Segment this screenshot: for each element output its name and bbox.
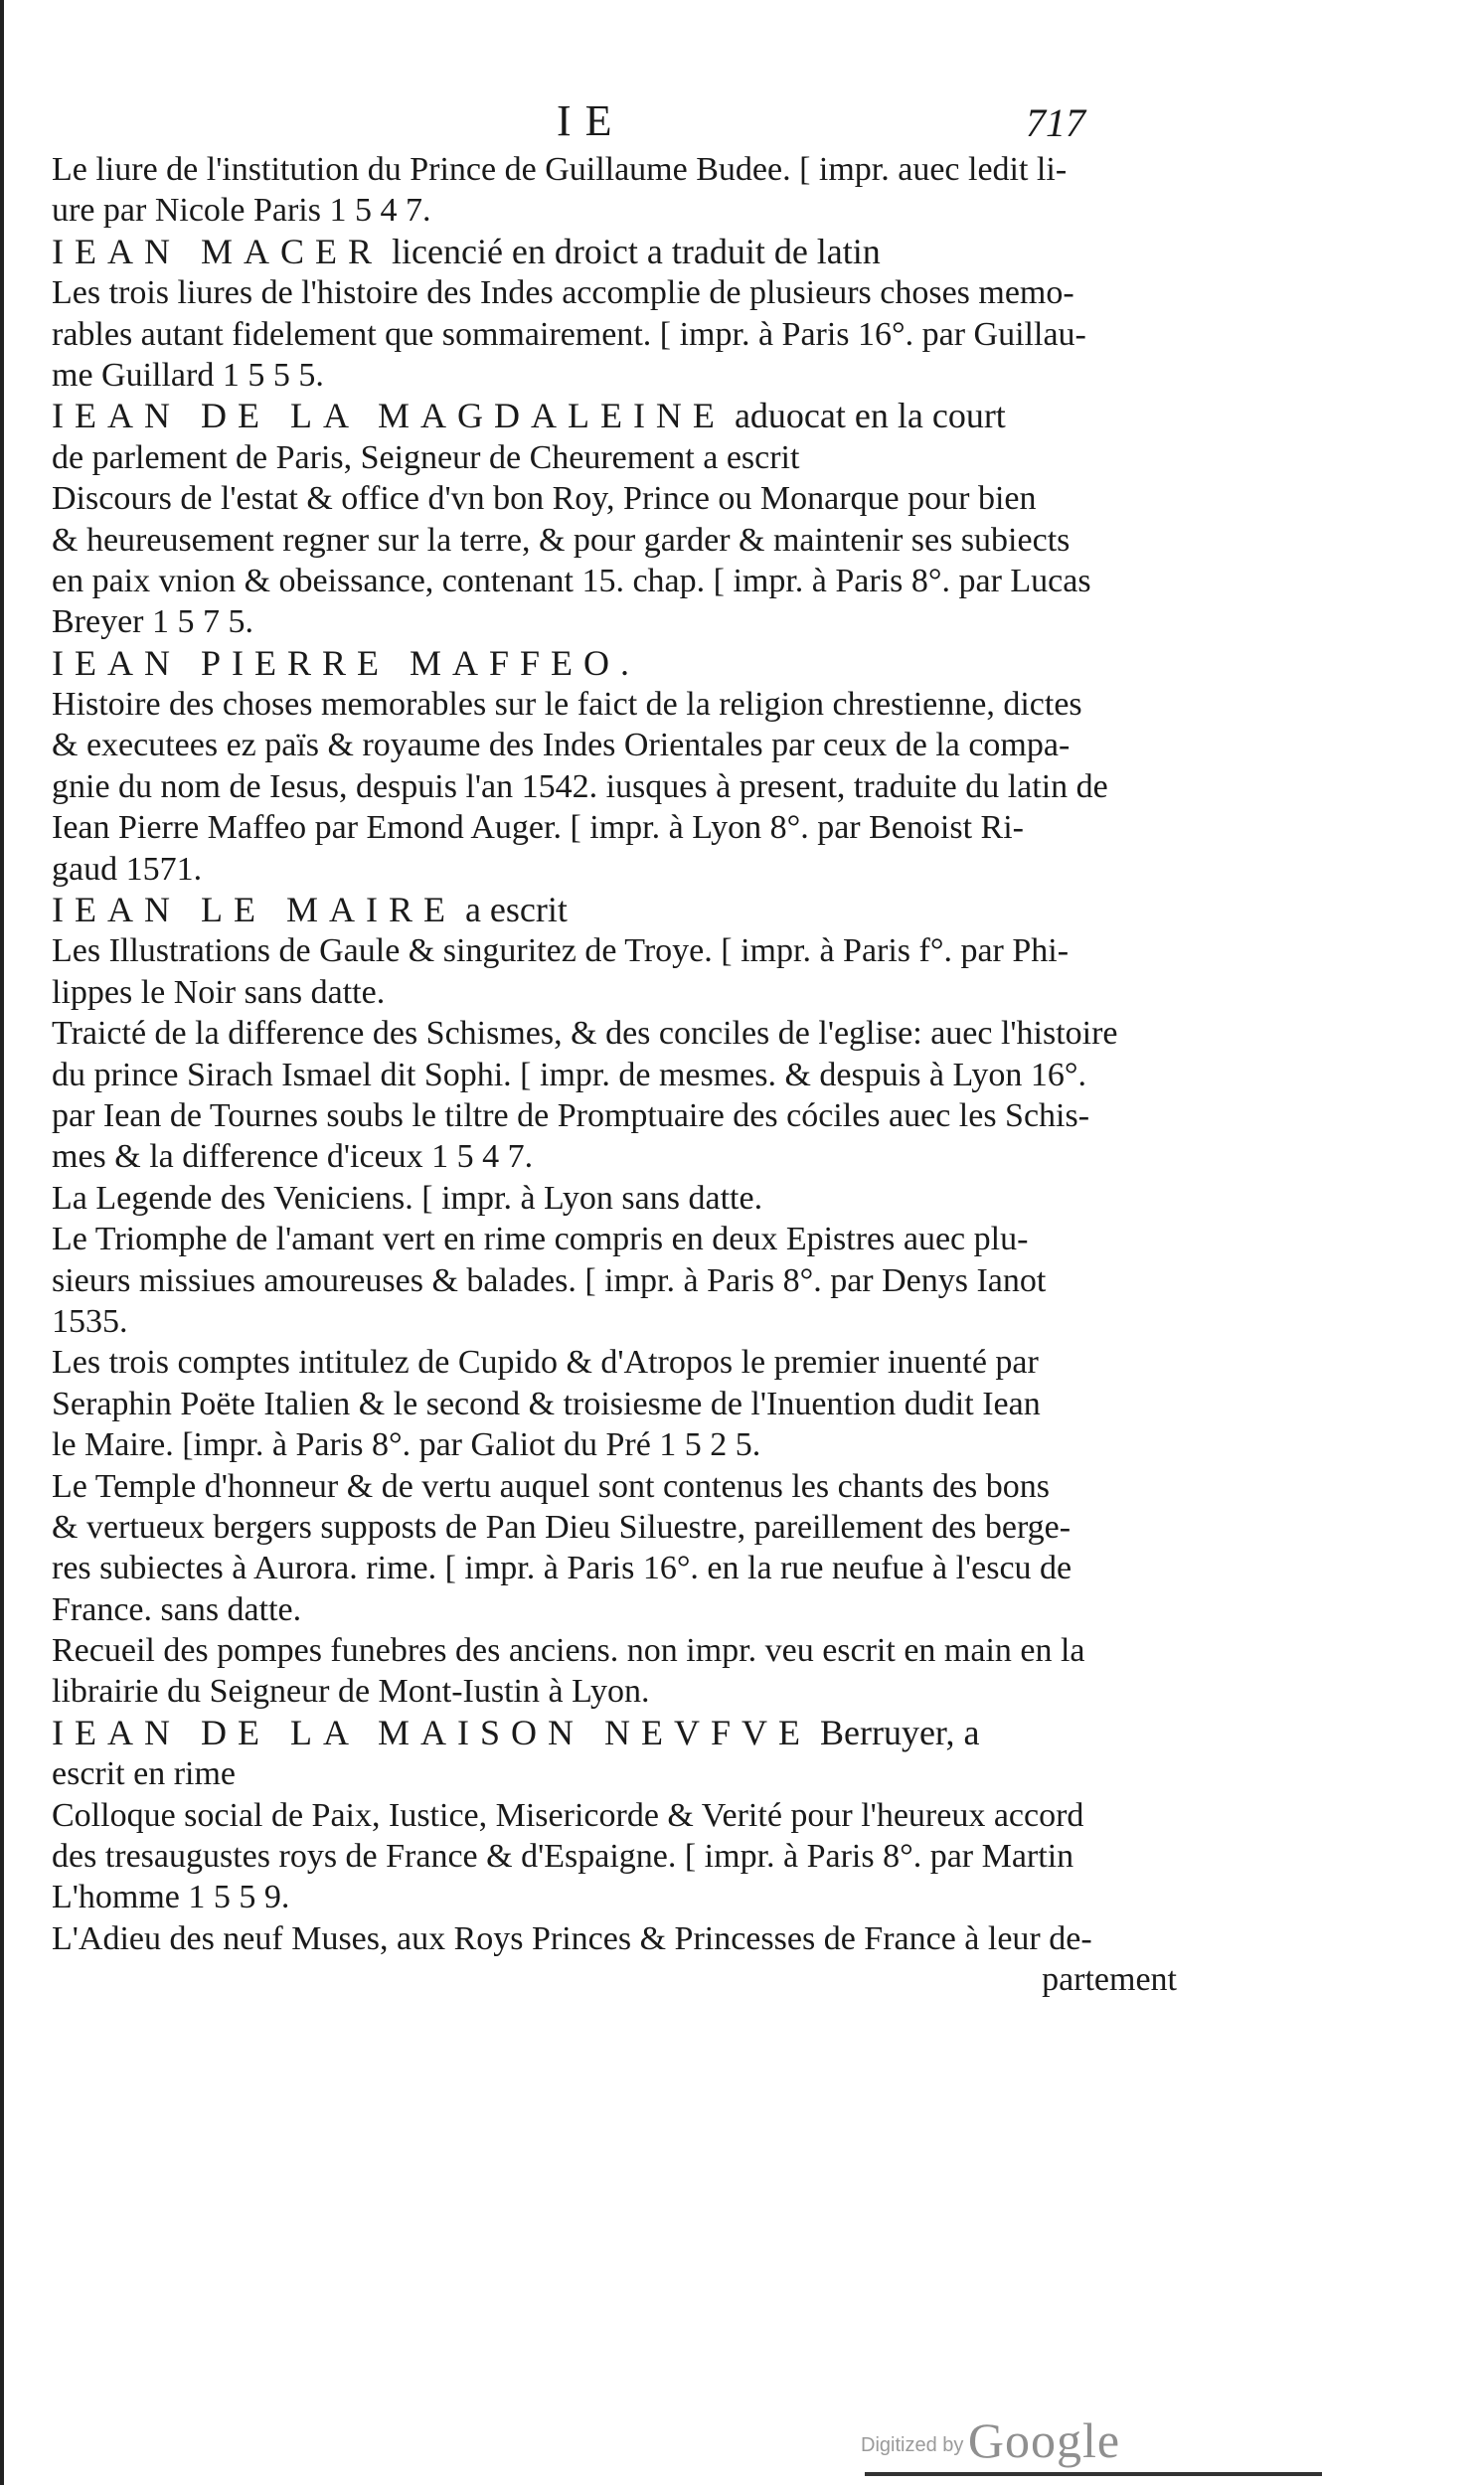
text-line: La Legende des Veniciens. [ impr. à Lyon sans datte. xyxy=(52,1179,763,1217)
text-line: Recueil des pompes funebres des anciens. non impr. veu escrit en main en la xyxy=(52,1632,1085,1670)
text-line: par Iean de Tournes soubs le tiltre de Promptuaire des cóciles auec les Schis- xyxy=(52,1096,1090,1134)
scan-bottom-edge xyxy=(865,2472,1322,2476)
text-line: gaud 1571. xyxy=(52,850,203,888)
text-line: escrit en rime xyxy=(52,1755,237,1793)
text-line: & vertueux bergers supposts de Pan Dieu Siluestre, pareillement des berge- xyxy=(52,1508,1072,1546)
running-head: IE xyxy=(557,96,626,145)
text-line: rables autant fidelement que sommairement. [ impr. à Paris 16°. par Guillau- xyxy=(52,315,1086,353)
text-line: Seraphin Poëte Italien & le second & troisiesme de l'Inuention dudit Iean xyxy=(52,1385,1041,1422)
text-line: Traicté de la difference des Schismes, & des conciles de l'eglise: auec l'histoire xyxy=(52,1015,1118,1053)
google-logo: Google xyxy=(967,2412,1121,2468)
author-name: IEAN LE MAIRE xyxy=(52,890,456,930)
text-line: mes & la difference d'iceux 1 5 4 7. xyxy=(52,1138,534,1176)
text-line: L'Adieu des neuf Muses, aux Roys Princes & Princesses de France à leur de- xyxy=(52,1919,1092,1957)
author-name: IEAN DE LA MAGDALEINE xyxy=(52,396,726,436)
author-heading xyxy=(52,643,1185,684)
text-line: Les trois comptes intitulez de Cupido & d'Atropos le premier inuenté par xyxy=(52,1344,1039,1382)
text-line: Le Temple d'honneur & de vertu auquel sont contenus les chants des bons xyxy=(52,1467,1050,1505)
text-line: librairie du Seigneur de Mont-Iustin à Lyon. xyxy=(52,1673,650,1711)
author-heading: IEAN MACER licencié en droict a traduit de latin xyxy=(52,231,881,271)
text-line: & executees ez païs & royaume des Indes Orientales par ceux de la compa- xyxy=(52,727,1071,764)
text-line: du prince Sirach Ismael dit Sophi. [ impr. de mesmes. & despuis à Lyon 16°. xyxy=(52,1056,1087,1093)
text-line: Les trois liures de l'histoire des Indes accomplie de plusieurs choses memo- xyxy=(52,274,1074,312)
text-line: 1535. xyxy=(52,1302,128,1340)
text-line: me Guillard 1 5 5 5. xyxy=(52,356,324,394)
text-line: le Maire. [impr. à Paris 8°. par Galiot du Pré 1 5 2 5. xyxy=(52,1426,761,1464)
text-line: sieurs missiues amoureuses & balades. [ impr. à Paris 8°. par Denys Ianot xyxy=(52,1261,1047,1299)
text-line: & heureusement regner sur la terre, & pour garder & maintenir ses subiects xyxy=(52,521,1071,559)
author-name: IEAN PIERRE MAFFEO. xyxy=(52,642,641,683)
text-line: Histoire des choses memorables sur le faict de la religion chrestienne, dictes xyxy=(52,686,1082,724)
author-name: IEAN DE LA MAISON NEVFVE xyxy=(52,1712,811,1752)
text-line: L'homme 1 5 5 9. xyxy=(52,1879,290,1916)
digitized-watermark xyxy=(861,2411,1120,2471)
author-heading: IEAN LE MAIRE a escrit xyxy=(52,890,568,930)
author-name: IEAN MACER xyxy=(52,231,383,271)
text-line: France. sans datte. xyxy=(52,1590,302,1628)
page-number: 717 xyxy=(1026,100,1085,145)
catchword: partement xyxy=(1042,1961,1177,1999)
page-text xyxy=(52,149,1185,2001)
text-line: Breyer 1 5 7 5. xyxy=(52,603,254,641)
text-line: Colloque social de Paix, Iustice, Misericorde & Verité pour l'heureux accord xyxy=(52,1796,1084,1834)
watermark-prefix: Digitized by xyxy=(861,2434,964,2456)
text-line: des tresaugustes roys de France & d'Espaigne. [ impr. à Paris 8°. par Martin xyxy=(52,1838,1074,1876)
text-line: Iean Pierre Maffeo par Emond Auger. [ impr. à Lyon 8°. par Benoist Ri- xyxy=(52,809,1024,847)
text-line: Le Triomphe de l'amant vert en rime compris en deux Epistres auec plu- xyxy=(52,1221,1029,1258)
text-line: en paix vnion & obeissance, contenant 15. chap. [ impr. à Paris 8°. par Lucas xyxy=(52,562,1091,599)
text-line: ure par Nicole Paris 1 5 4 7. xyxy=(52,192,431,230)
text-line: de parlement de Paris, Seigneur de Cheurement a escrit xyxy=(52,438,800,476)
author-heading: IEAN DE LA MAGDALEINE aduocat en la court xyxy=(52,396,1006,436)
author-heading: IEAN DE LA MAISON NEVFVE Berruyer, a xyxy=(52,1712,980,1752)
text-line: res subiectes à Aurora. rime. [ impr. à Paris 16°. en la rue neufue à l'escu de xyxy=(52,1550,1072,1587)
text-line: Le liure de l'institution du Prince de Guillaume Budee. [ impr. auec ledit li- xyxy=(52,151,1068,188)
text-line: Les Illustrations de Gaule & singuritez de Troye. [ impr. à Paris f°. par Phi- xyxy=(52,932,1070,970)
text-line: lippes le Noir sans datte. xyxy=(52,973,386,1011)
scan-edge xyxy=(0,0,4,2485)
page-header xyxy=(0,95,1484,155)
text-line: Discours de l'estat & office d'vn bon Roy, Prince ou Monarque pour bien xyxy=(52,480,1037,518)
text-line: gnie du nom de Iesus, despuis l'an 1542. iusques à present, traduite du latin de xyxy=(52,767,1108,805)
